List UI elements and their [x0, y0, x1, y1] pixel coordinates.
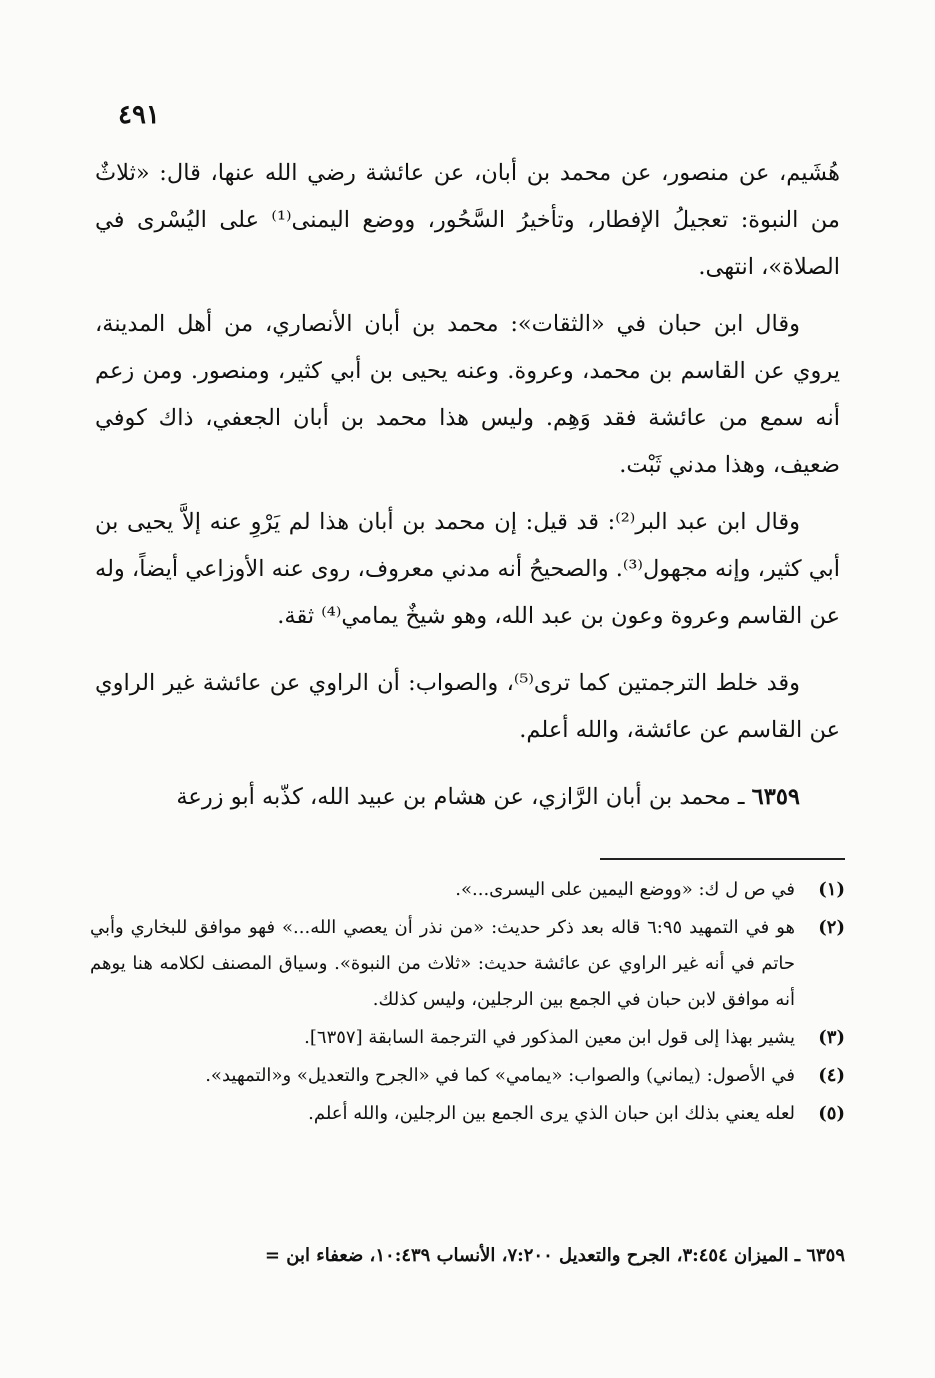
- footnote: [90, 1096, 845, 1132]
- footnote-mark: (٢): [818, 917, 845, 938]
- footnote-separator: [600, 858, 845, 860]
- footnote: [90, 1058, 845, 1094]
- footnote: [90, 910, 845, 1018]
- paragraph: وقال ابن حبان في «الثقات»: محمد بن أبان الأنصاري، من أهل المدينة، يروي عن القاسم بن محمد، وعروة. وعنه يحيى بن أبي كثير، ومنصور. ومن زعم أنه سمع من عائشة فقد وَهِم. وليس هذا محمد بن أبان الجعفي، ذاك كوفي ضعيف، وهذا مدني ثَبْت.: [95, 311, 840, 478]
- paragraph: هُشَيم، عن منصور، عن محمد بن أبان، عن عائشة رضي الله عنها، قال: «ثلاثٌ من النبوة: تعجيلُ الإفطار، وتأخيرُ السَّحُور، ووضع اليمنى⁽¹⁾ على اليُسْرى في الصلاة»، انتهى.: [95, 160, 840, 280]
- footnote: [90, 872, 845, 908]
- main-text: [95, 150, 840, 831]
- footnotes: [90, 872, 845, 1134]
- source-reference: ٦٣٥٩ ـ الميزان ٣:٤٥٤، الجرح والتعديل ٧:٢٠٠، الأنساب ١٠:٤٣٩، ضعفاء ابن =: [264, 1245, 845, 1266]
- footnote-mark: (٣): [818, 1027, 845, 1048]
- entry-text: ـ محمد بن أبان الرَّازي، عن هشام بن عبيد الله، كذّبه أبو زرعة: [176, 784, 745, 810]
- footnote-text: لعله يعني بذلك ابن حبان الذي يرى الجمع بين الرجلين، والله أعلم.: [308, 1103, 795, 1124]
- footnote: [90, 1020, 845, 1056]
- page-number: ٤٩١: [118, 100, 160, 130]
- entry-paragraph: [95, 774, 840, 821]
- paragraph: وقال ابن عبد البر⁽²⁾: قد قيل: إن محمد بن أبان هذا لم يَرْوِ عنه إلاَّ يحيى بن أبي كثير، وإنه مجهول⁽³⁾. والصحيحُ أنه مدني معروف، روى عنه الأوزاعي أيضاً، وله عن القاسم وعروة وعون بن عبد الله، وهو شيخٌ يمامي⁽⁴⁾ ثقة.: [95, 509, 840, 629]
- footnote-text: هو في التمهيد ٦:٩٥ قاله بعد ذكر حديث: «من نذر أن يعصي الله...» فهو موافق للبخاري وأبي حاتم في أنه غير الراوي عن عائشة حديث: «ثلاث من النبوة». وسياق المصنف لكلامه هنا يوهم أنه موافق لابن حبان في الجمع بين الرجلين، وليس كذلك.: [90, 917, 795, 1010]
- footnote-text: في الأصول: (يماني) والصواب: «يمامي» كما في «الجرح والتعديل» و«التمهيد».: [205, 1065, 795, 1086]
- footnote-mark: (٥): [818, 1103, 845, 1124]
- footnote-text: في ص ل ك: «ووضع اليمين على اليسرى...».: [455, 879, 795, 900]
- entry-number: ٦٣٥٩: [751, 784, 800, 810]
- footnote-mark: (٤): [818, 1065, 845, 1086]
- footnote-mark: (١): [818, 879, 845, 900]
- paragraph: وقد خلط الترجمتين كما ترى⁽⁵⁾، والصواب: أن الراوي عن عائشة غير الراوي عن القاسم عن عائشة، والله أعلم.: [95, 670, 840, 743]
- footnote-text: يشير بهذا إلى قول ابن معين المذكور في الترجمة السابقة [٦٣٥٧].: [304, 1027, 795, 1048]
